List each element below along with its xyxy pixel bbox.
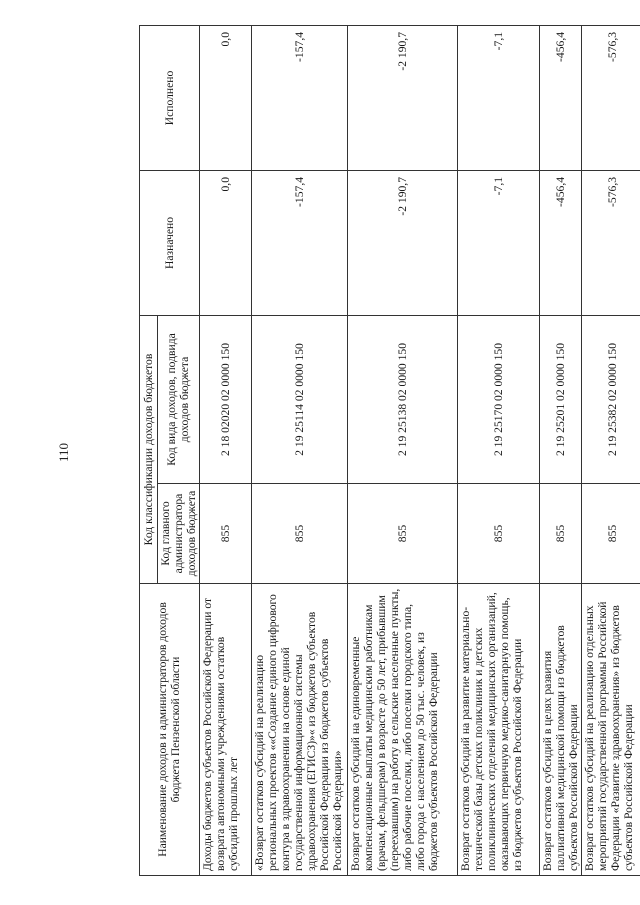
- row-name: Возврат остатков субсидий на развитие материально-технической базы детских поликлиник и детских поликлинических отделений медицинских организаций, оказывающих первичную медико-санитарную помощь, из бюджетов субъектов Российской Федерации: [457, 584, 539, 876]
- header-admin-code: Код главного администратора доходов бюджета: [158, 484, 200, 584]
- row-executed: -576,3: [581, 25, 640, 170]
- page-number: 110: [56, 442, 71, 463]
- header-name: Наименование доходов и администраторов доходов бюджета Пензенской области: [140, 584, 200, 876]
- row-name: Возврат остатков субсидий в целях развития паллиативной медицинской помощи из бюджетов субъектов Российской Федерации: [539, 584, 581, 876]
- row-admin-code: 855: [581, 484, 640, 584]
- row-executed: 0,0: [199, 25, 251, 170]
- table-row: [199, 25, 251, 875]
- row-executed: -7,1: [457, 25, 539, 170]
- table-row: [457, 25, 539, 875]
- row-assigned: -7,1: [457, 170, 539, 315]
- row-executed: -2 190,7: [347, 25, 457, 170]
- row-name: Доходы бюджетов субъектов Российской Федерации от возврата автономными учреждениями остатков субсидий прошлых лет: [199, 584, 251, 876]
- rotated-page: [139, 26, 639, 876]
- revenue-table: [139, 25, 640, 876]
- row-admin-code: 855: [539, 484, 581, 584]
- row-executed: -157,4: [251, 25, 347, 170]
- row-revenue-code: 2 18 02020 02 0000 150: [199, 315, 251, 483]
- header-assigned: Назначено: [140, 170, 200, 315]
- header-executed: Исполнено: [140, 25, 200, 170]
- row-assigned: -2 190,7: [347, 170, 457, 315]
- row-revenue-code: 2 19 25114 02 0000 150: [251, 315, 347, 483]
- table-row: [581, 25, 640, 875]
- row-revenue-code: 2 19 25201 02 0000 150: [539, 315, 581, 483]
- row-revenue-code: 2 19 25382 02 0000 150: [581, 315, 640, 483]
- row-name: «Возврат остатков субсидий на реализацию региональных проектов ««Создание единого цифрового контура в здравоохранении на основе единой государственной информационной системы здравоохранения (ЕГИСЗ)»« из бюджетов субъектов Российской Федерации из бюджетов субъектов Российской Федерации»: [251, 584, 347, 876]
- row-name: Возврат остатков субсидий на единовременные компенсационные выплаты медицинским работникам (врачам, фельдшерам) в возрасте до 50 лет, прибывшим (переехавшим) на работу в сельские населенные пункты, либо рабочие поселки, либо поселки городского типа, либо города с населением до 50 тыс. человек, из бюджетов субъектов Российской Федерации: [347, 584, 457, 876]
- row-assigned: -157,4: [251, 170, 347, 315]
- row-admin-code: 855: [347, 484, 457, 584]
- row-name: Возврат остатков субсидий на реализацию отдельных мероприятий государственной программы Российской Федерации «Развитие здравоохранения» из бюджетов субъектов Российской Федерации: [581, 584, 640, 876]
- table-row: [251, 25, 347, 875]
- header-revenue-code: Код вида доходов, подвида доходов бюджета: [158, 315, 200, 483]
- row-assigned: -456,4: [539, 170, 581, 315]
- row-revenue-code: 2 19 25138 02 0000 150: [347, 315, 457, 483]
- row-revenue-code: 2 19 25170 02 0000 150: [457, 315, 539, 483]
- row-admin-code: 855: [457, 484, 539, 584]
- row-assigned: -576,3: [581, 170, 640, 315]
- row-admin-code: 855: [199, 484, 251, 584]
- table-row: [539, 25, 581, 875]
- row-assigned: 0,0: [199, 170, 251, 315]
- row-admin-code: 855: [251, 484, 347, 584]
- header-classification-group: Код классификации доходов бюджетов: [140, 315, 158, 583]
- row-executed: -456,4: [539, 25, 581, 170]
- table-row: [347, 25, 457, 875]
